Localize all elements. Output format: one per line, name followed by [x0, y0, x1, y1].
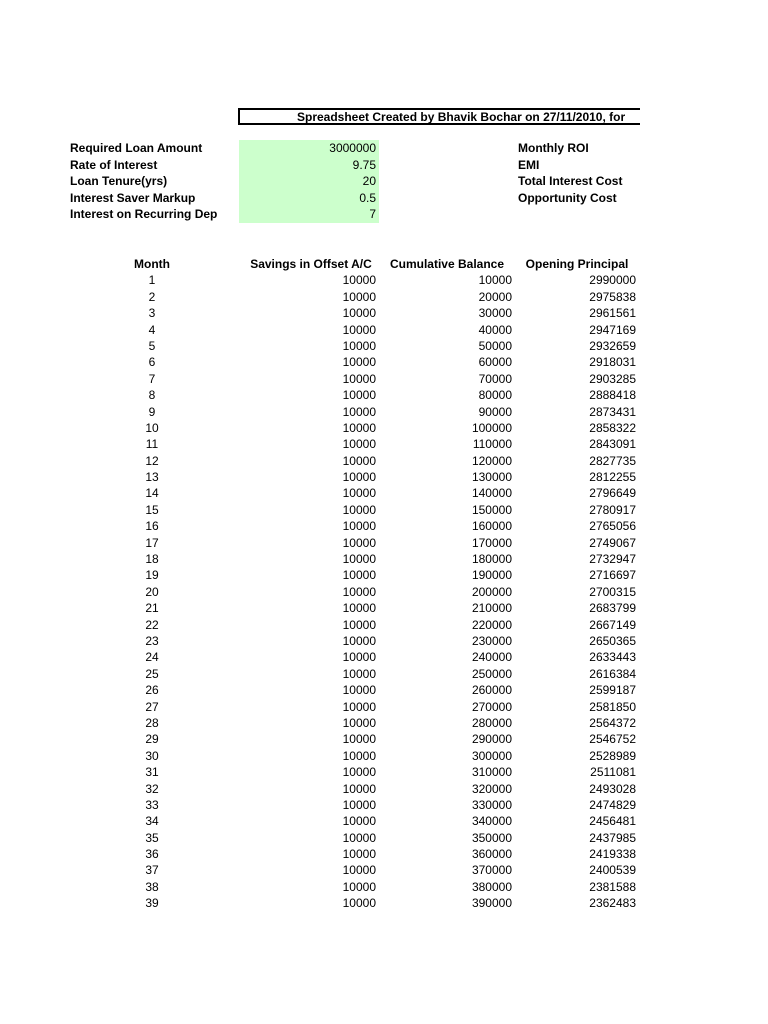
table-row — [0, 354, 768, 370]
table-row — [0, 699, 768, 715]
opening-principal-cell[interactable]: 2812255 — [589, 470, 636, 485]
cumulative-balance-cell[interactable]: 210000 — [471, 601, 512, 616]
savings-cell[interactable]: 10000 — [342, 306, 376, 321]
table-row — [0, 879, 768, 895]
month-cell[interactable]: 30 — [145, 748, 159, 763]
savings-header: Savings in Offset A/C — [250, 257, 372, 271]
savings-cell[interactable]: 10000 — [342, 338, 376, 353]
month-cell[interactable]: 3 — [148, 306, 156, 321]
table-row — [0, 453, 768, 469]
opening-principal-cell[interactable]: 2362483 — [589, 896, 636, 911]
table-row — [0, 731, 768, 747]
month-cell[interactable]: 32 — [145, 781, 159, 796]
rate-of-interest-label: Rate of Interest — [70, 157, 158, 172]
opening-principal-cell[interactable]: 2511081 — [590, 765, 636, 780]
opening-principal-cell[interactable]: 2858322 — [589, 420, 636, 435]
cumulative-balance-cell[interactable]: 20000 — [478, 289, 512, 304]
savings-cell[interactable]: 10000 — [342, 879, 376, 894]
savings-cell[interactable]: 10000 — [342, 847, 376, 862]
cumulative-balance-cell[interactable]: 380000 — [471, 879, 512, 894]
table-row — [0, 748, 768, 764]
emi-label: EMI — [518, 157, 540, 172]
savings-cell[interactable]: 10000 — [342, 453, 376, 468]
table-row — [0, 338, 768, 354]
opening-principal-cell[interactable]: 2419338 — [589, 847, 636, 862]
table-row — [0, 649, 768, 665]
opening-principal-cell[interactable]: 2493028 — [589, 781, 636, 796]
table-row — [0, 502, 768, 518]
cumulative-balance-cell[interactable]: 160000 — [471, 519, 512, 534]
cumulative-balance-cell[interactable]: 270000 — [471, 699, 512, 714]
savings-cell[interactable]: 10000 — [342, 535, 376, 550]
month-cell[interactable]: 29 — [145, 732, 159, 747]
table-row — [0, 666, 768, 682]
table-header-row — [0, 256, 768, 272]
savings-cell[interactable]: 10000 — [342, 371, 376, 386]
month-cell[interactable]: 34 — [145, 814, 159, 829]
opening-principal-cell[interactable]: 2843091 — [589, 437, 636, 452]
opening-principal-cell[interactable]: 2683799 — [589, 601, 636, 616]
table-row — [0, 535, 768, 551]
month-cell[interactable]: 15 — [145, 502, 159, 517]
cumulative-balance-cell[interactable]: 310000 — [471, 765, 512, 780]
month-cell[interactable]: 28 — [145, 715, 159, 730]
opening-principal-cell[interactable]: 2400539 — [589, 863, 636, 878]
interest-on-recurring-dep-cell[interactable]: 7 — [239, 206, 379, 223]
table-row — [0, 485, 768, 501]
savings-cell[interactable]: 10000 — [342, 633, 376, 648]
opening-principal-cell[interactable]: 2975838 — [589, 289, 636, 304]
month-cell[interactable]: 23 — [145, 633, 159, 648]
savings-cell[interactable]: 10000 — [342, 552, 376, 567]
opening-principal-cell[interactable]: 2716697 — [589, 568, 636, 583]
opening-principal-cell[interactable]: 2381588 — [589, 879, 636, 894]
table-body — [0, 272, 768, 911]
table-row — [0, 846, 768, 862]
cumulative-balance-cell[interactable]: 350000 — [471, 830, 512, 845]
cumulative-balance-cell[interactable]: 140000 — [471, 486, 512, 501]
savings-cell[interactable]: 10000 — [342, 355, 376, 370]
cumulative-balance-cell[interactable]: 10000 — [478, 273, 512, 288]
opening-principal-cell[interactable]: 2616384 — [589, 666, 636, 681]
cumulative-balance-cell[interactable]: 180000 — [471, 552, 512, 567]
month-cell[interactable]: 26 — [145, 683, 159, 698]
opening-principal-cell[interactable]: 2650365 — [589, 633, 636, 648]
month-cell[interactable]: 5 — [148, 338, 156, 353]
savings-cell[interactable]: 10000 — [342, 601, 376, 616]
month-header: Month — [134, 257, 170, 271]
cumulative-balance-cell[interactable]: 290000 — [471, 732, 512, 747]
month-cell[interactable]: 12 — [145, 453, 159, 468]
table-row — [0, 436, 768, 452]
month-cell[interactable]: 8 — [148, 388, 156, 403]
table-row — [0, 830, 768, 846]
savings-cell[interactable]: 10000 — [342, 470, 376, 485]
required-loan-amount-label: Required Loan Amount — [70, 141, 203, 155]
cumulative-balance-cell[interactable]: 340000 — [471, 814, 512, 829]
cumulative-balance-cell[interactable]: 360000 — [471, 847, 512, 862]
table-row — [0, 518, 768, 534]
opening-principal-cell[interactable]: 2456481 — [589, 814, 636, 829]
savings-cell[interactable]: 10000 — [342, 420, 376, 435]
opening-principal-cell[interactable]: 2633443 — [589, 650, 636, 665]
table-row — [0, 633, 768, 649]
cumulative-balance-cell[interactable]: 170000 — [471, 535, 512, 550]
cumulative-balance-cell[interactable]: 30000 — [478, 306, 512, 321]
table-row — [0, 682, 768, 698]
month-cell[interactable]: 18 — [145, 552, 159, 567]
opening-principal-cell[interactable]: 2990000 — [589, 273, 636, 288]
opening-principal-cell[interactable]: 2528989 — [589, 748, 636, 763]
opening-principal-cell[interactable]: 2903285 — [589, 371, 636, 386]
savings-cell[interactable]: 10000 — [342, 666, 376, 681]
cumulative-balance-cell[interactable]: 370000 — [471, 863, 512, 878]
month-cell[interactable]: 16 — [145, 519, 159, 534]
cumulative-balance-cell[interactable]: 250000 — [471, 666, 512, 681]
month-cell[interactable]: 9 — [148, 404, 156, 419]
savings-cell[interactable]: 10000 — [342, 568, 376, 583]
table-row — [0, 781, 768, 797]
table-row — [0, 387, 768, 403]
month-cell[interactable]: 35 — [145, 830, 159, 845]
opening-principal-cell[interactable]: 2932659 — [589, 338, 636, 353]
table-row — [0, 551, 768, 567]
cumulative-balance-cell[interactable]: 130000 — [471, 470, 512, 485]
savings-cell[interactable]: 10000 — [342, 699, 376, 714]
cumulative-balance-cell[interactable]: 80000 — [478, 388, 512, 403]
amortization-table — [0, 256, 768, 912]
opening-principal-cell[interactable]: 2599187 — [589, 683, 636, 698]
opening-principal-cell[interactable]: 2437985 — [589, 830, 636, 845]
cumulative-balance-header: Cumulative Balance — [389, 257, 505, 271]
loan-tenure-cell[interactable]: 20 — [239, 173, 379, 190]
savings-cell[interactable]: 10000 — [342, 502, 376, 517]
month-cell[interactable]: 11 — [145, 437, 159, 452]
savings-cell[interactable]: 10000 — [342, 273, 376, 288]
savings-cell[interactable]: 10000 — [342, 896, 376, 911]
title-banner: Spreadsheet Created by Bhavik Bochar on 27/11/2010, for — [238, 108, 640, 125]
table-row — [0, 305, 768, 321]
cumulative-balance-cell[interactable]: 60000 — [478, 355, 512, 370]
opening-principal-cell[interactable]: 2947169 — [589, 322, 636, 337]
month-cell[interactable]: 20 — [145, 584, 159, 599]
month-cell[interactable]: 22 — [145, 617, 159, 632]
cumulative-balance-cell[interactable]: 280000 — [471, 715, 512, 730]
table-row — [0, 272, 768, 288]
savings-cell[interactable]: 10000 — [342, 732, 376, 747]
savings-cell[interactable]: 10000 — [342, 797, 376, 812]
table-row — [0, 797, 768, 813]
table-row — [0, 371, 768, 387]
month-cell[interactable]: 4 — [148, 322, 156, 337]
savings-cell[interactable]: 10000 — [342, 683, 376, 698]
month-cell[interactable]: 6 — [148, 355, 156, 370]
month-cell[interactable]: 37 — [145, 863, 159, 878]
savings-cell[interactable]: 10000 — [342, 404, 376, 419]
month-cell[interactable]: 36 — [145, 847, 159, 862]
savings-cell[interactable]: 10000 — [342, 322, 376, 337]
table-row — [0, 813, 768, 829]
opening-principal-cell[interactable]: 2546752 — [589, 732, 636, 747]
month-cell[interactable]: 21 — [145, 601, 159, 616]
monthly-roi-label: Monthly ROI — [518, 141, 589, 155]
cumulative-balance-cell[interactable]: 120000 — [471, 453, 512, 468]
cumulative-balance-cell[interactable]: 320000 — [471, 781, 512, 796]
savings-cell[interactable]: 10000 — [342, 814, 376, 829]
table-row — [0, 862, 768, 878]
table-row — [0, 322, 768, 338]
opening-principal-cell[interactable]: 2888418 — [589, 388, 636, 403]
savings-cell[interactable]: 10000 — [342, 715, 376, 730]
opening-principal-cell[interactable]: 2780917 — [589, 502, 636, 517]
cumulative-balance-cell[interactable]: 220000 — [471, 617, 512, 632]
month-cell[interactable]: 7 — [148, 371, 156, 386]
interest-saver-markup-cell[interactable]: 0.5 — [239, 190, 379, 207]
savings-cell[interactable]: 10000 — [342, 584, 376, 599]
cumulative-balance-cell[interactable]: 110000 — [472, 437, 512, 452]
opening-principal-cell[interactable]: 2564372 — [589, 715, 636, 730]
opening-principal-cell[interactable]: 2873431 — [589, 404, 636, 419]
month-cell[interactable]: 14 — [145, 486, 159, 501]
opening-principal-cell[interactable]: 2581850 — [589, 699, 636, 714]
table-row — [0, 617, 768, 633]
cumulative-balance-cell[interactable]: 230000 — [471, 633, 512, 648]
savings-cell[interactable]: 10000 — [342, 863, 376, 878]
savings-cell[interactable]: 10000 — [342, 617, 376, 632]
interest-on-recurring-dep-label: Interest on Recurring Dep — [70, 207, 218, 222]
month-cell[interactable]: 1 — [148, 273, 156, 288]
savings-cell[interactable]: 10000 — [342, 765, 376, 780]
savings-cell[interactable]: 10000 — [342, 650, 376, 665]
cumulative-balance-cell[interactable]: 390000 — [471, 896, 512, 911]
cumulative-balance-cell[interactable]: 50000 — [478, 338, 512, 353]
loan-tenure-label: Loan Tenure(yrs) — [70, 174, 168, 189]
table-row — [0, 469, 768, 485]
opening-principal-cell[interactable]: 2667149 — [589, 617, 636, 632]
cumulative-balance-cell[interactable]: 40000 — [478, 322, 512, 337]
table-row — [0, 289, 768, 305]
cumulative-balance-cell[interactable]: 300000 — [471, 748, 512, 763]
month-cell[interactable]: 24 — [145, 650, 159, 665]
month-cell[interactable]: 25 — [145, 666, 159, 681]
opportunity-cost-label: Opportunity Cost — [518, 190, 617, 205]
savings-cell[interactable]: 10000 — [342, 486, 376, 501]
month-cell[interactable]: 33 — [145, 797, 159, 812]
table-row — [0, 715, 768, 731]
month-cell[interactable]: 39 — [145, 896, 159, 911]
table-row — [0, 420, 768, 436]
opening-principal-cell[interactable]: 2732947 — [589, 552, 636, 567]
month-cell[interactable]: 13 — [145, 470, 159, 485]
savings-cell[interactable]: 10000 — [342, 519, 376, 534]
savings-cell[interactable]: 10000 — [342, 437, 376, 452]
month-cell[interactable]: 17 — [145, 535, 159, 550]
cumulative-balance-cell[interactable]: 100000 — [471, 420, 512, 435]
month-cell[interactable]: 38 — [145, 879, 159, 894]
savings-cell[interactable]: 10000 — [342, 388, 376, 403]
total-interest-cost-label: Total Interest Cost — [518, 174, 623, 189]
output-labels — [518, 140, 622, 206]
savings-cell[interactable]: 10000 — [342, 748, 376, 763]
table-row — [0, 895, 768, 911]
cumulative-balance-cell[interactable]: 240000 — [471, 650, 512, 665]
cumulative-balance-cell[interactable]: 70000 — [478, 371, 512, 386]
month-cell[interactable]: 19 — [145, 568, 159, 583]
table-row — [0, 404, 768, 420]
table-row — [0, 764, 768, 780]
opening-principal-cell[interactable]: 2796649 — [589, 486, 636, 501]
rate-of-interest-cell[interactable]: 9.75 — [239, 157, 379, 174]
cumulative-balance-cell[interactable]: 200000 — [471, 584, 512, 599]
cumulative-balance-cell[interactable]: 150000 — [471, 502, 512, 517]
month-cell[interactable]: 27 — [145, 699, 159, 714]
opening-principal-cell[interactable]: 2827735 — [589, 453, 636, 468]
month-cell[interactable]: 2 — [148, 289, 156, 304]
cumulative-balance-cell[interactable]: 190000 — [471, 568, 512, 583]
table-row — [0, 584, 768, 600]
savings-cell[interactable]: 10000 — [342, 830, 376, 845]
cumulative-balance-cell[interactable]: 260000 — [471, 683, 512, 698]
table-row — [0, 600, 768, 616]
opening-principal-cell[interactable]: 2961561 — [589, 306, 636, 321]
savings-cell[interactable]: 10000 — [342, 781, 376, 796]
opening-principal-header: Opening Principal — [525, 257, 629, 271]
interest-saver-markup-label: Interest Saver Markup — [70, 190, 196, 205]
cumulative-balance-cell[interactable]: 330000 — [471, 797, 512, 812]
table-row — [0, 567, 768, 583]
cumulative-balance-cell[interactable]: 90000 — [478, 404, 512, 419]
month-cell[interactable]: 10 — [145, 420, 159, 435]
required-loan-amount-cell[interactable]: 3000000 — [239, 140, 379, 157]
opening-principal-cell[interactable]: 2918031 — [589, 355, 636, 370]
opening-principal-cell[interactable]: 2700315 — [589, 584, 636, 599]
opening-principal-cell[interactable]: 2474829 — [589, 797, 636, 812]
opening-principal-cell[interactable]: 2765056 — [589, 519, 636, 534]
month-cell[interactable]: 31 — [145, 765, 159, 780]
savings-cell[interactable]: 10000 — [342, 289, 376, 304]
opening-principal-cell[interactable]: 2749067 — [589, 535, 636, 550]
